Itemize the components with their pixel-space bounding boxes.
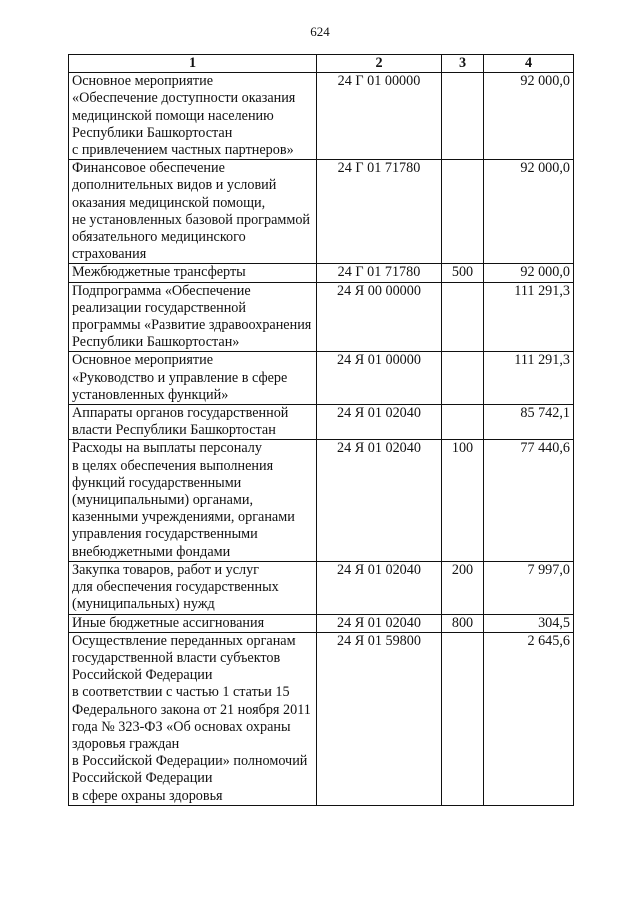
row-name: Межбюджетные трансферты [69, 264, 317, 282]
row-code: 24 Я 01 02040 [317, 561, 442, 614]
page-number: 624 [310, 24, 330, 39]
table-row [69, 282, 574, 352]
row-amount: 77 440,6 [484, 440, 574, 561]
row-expense-type [442, 160, 484, 264]
row-amount: 111 291,3 [484, 282, 574, 352]
header-col-3: 3 [442, 55, 484, 73]
row-code: 24 Я 01 00000 [317, 352, 442, 405]
table-header-row [69, 55, 574, 73]
table-row [69, 614, 574, 632]
row-amount: 92 000,0 [484, 264, 574, 282]
header-col-1: 1 [69, 55, 317, 73]
row-amount: 7 997,0 [484, 561, 574, 614]
row-expense-type [442, 73, 484, 160]
row-expense-type [442, 352, 484, 405]
row-amount: 85 742,1 [484, 405, 574, 440]
row-name: Аппараты органов государственной власти Республики Башкортостан [69, 405, 317, 440]
row-name: Основное мероприятие «Руководство и управление в сфере установленных функций» [69, 352, 317, 405]
row-name: Осуществление переданных органам государственной власти субъектов Российской Федерации в соответствии с частью 1 статьи 15 Федерального закона от 21 ноября 2011 года № 323-ФЗ «Об основах охраны здоровья граждан в Российской Федерации» полномочий Российской Федерации в сфере охраны здоровья [69, 632, 317, 805]
row-expense-type [442, 405, 484, 440]
budget-table [68, 54, 574, 806]
table-row [69, 160, 574, 264]
row-amount: 2 645,6 [484, 632, 574, 805]
row-code: 24 Я 01 02040 [317, 405, 442, 440]
table-row [69, 561, 574, 614]
row-amount: 92 000,0 [484, 160, 574, 264]
row-code: 24 Г 01 71780 [317, 264, 442, 282]
row-expense-type: 200 [442, 561, 484, 614]
row-name: Финансовое обеспечение дополнительных видов и условий оказания медицинской помощи, не установленных базовой программой обязательного медицинского страхования [69, 160, 317, 264]
header-col-4: 4 [484, 55, 574, 73]
header-col-2: 2 [317, 55, 442, 73]
table-row [69, 264, 574, 282]
row-name: Подпрограмма «Обеспечение реализации государственной программы «Развитие здравоохранения Республики Башкортостан» [69, 282, 317, 352]
row-amount: 111 291,3 [484, 352, 574, 405]
row-code: 24 Я 01 59800 [317, 632, 442, 805]
table-row [69, 440, 574, 561]
row-expense-type [442, 282, 484, 352]
row-expense-type: 100 [442, 440, 484, 561]
row-name: Иные бюджетные ассигнования [69, 614, 317, 632]
row-expense-type: 800 [442, 614, 484, 632]
table-row [69, 632, 574, 805]
row-code: 24 Г 01 71780 [317, 160, 442, 264]
row-expense-type [442, 632, 484, 805]
row-name: Основное мероприятие «Обеспечение доступности оказания медицинской помощи населению Республики Башкортостан с привлечением частных партнеров» [69, 73, 317, 160]
row-amount: 304,5 [484, 614, 574, 632]
row-expense-type: 500 [442, 264, 484, 282]
row-code: 24 Г 01 00000 [317, 73, 442, 160]
table-row [69, 73, 574, 160]
row-amount: 92 000,0 [484, 73, 574, 160]
row-code: 24 Я 01 02040 [317, 440, 442, 561]
row-name: Закупка товаров, работ и услуг для обеспечения государственных (муниципальных) нужд [69, 561, 317, 614]
table-row [69, 405, 574, 440]
row-name: Расходы на выплаты персоналу в целях обеспечения выполнения функций государственными (муниципальными) органами, казенными учреждениями, органами управления государственными внебюджетными фондами [69, 440, 317, 561]
table-row [69, 352, 574, 405]
row-code: 24 Я 01 02040 [317, 614, 442, 632]
row-code: 24 Я 00 00000 [317, 282, 442, 352]
